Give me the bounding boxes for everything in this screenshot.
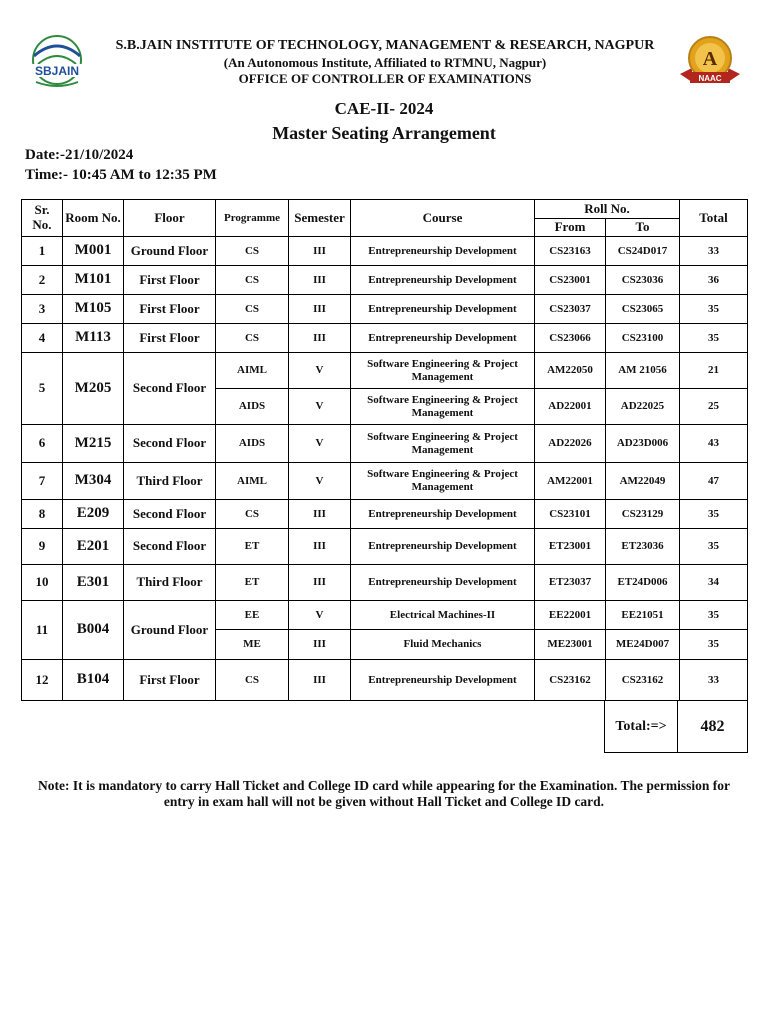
cell-room: B104 — [63, 660, 124, 701]
cell-sr: 9 — [22, 529, 63, 565]
cell-course: Entrepreneurship Development — [351, 324, 535, 353]
cell-sr: 2 — [22, 266, 63, 295]
cell-sr: 4 — [22, 324, 63, 353]
cell-sr: 3 — [22, 295, 63, 324]
cell-roll-from: ME23001 — [535, 630, 606, 660]
cell-total: 33 — [680, 660, 748, 701]
cell-total: 35 — [680, 500, 748, 529]
cell-room: E209 — [63, 500, 124, 529]
cell-total: 35 — [680, 529, 748, 565]
cell-roll-from: AD22026 — [535, 425, 606, 463]
cell-course: Software Engineering & Project Management — [351, 389, 535, 425]
cell-programme: ET — [216, 565, 289, 601]
grand-total-box — [604, 701, 748, 753]
cell-floor: Second Floor — [124, 425, 216, 463]
cell-room: E301 — [63, 565, 124, 601]
cell-room: M215 — [63, 425, 124, 463]
table-row — [22, 660, 748, 701]
cell-programme: CS — [216, 295, 289, 324]
note-text: Note: It is mandatory to carry Hall Ticket and College ID card while appearing for the Examination. The permission for entry in exam hall will not be given without Hall Ticket and College ID card. — [38, 778, 730, 810]
cell-roll-to: EE21051 — [606, 601, 680, 630]
cell-course: Electrical Machines-II — [351, 601, 535, 630]
cell-course: Entrepreneurship Development — [351, 660, 535, 701]
cell-room: E201 — [63, 529, 124, 565]
cell-room: M101 — [63, 266, 124, 295]
cell-floor: First Floor — [124, 324, 216, 353]
cell-semester: III — [289, 630, 351, 660]
cell-programme: CS — [216, 237, 289, 266]
cell-roll-to: CS23162 — [606, 660, 680, 701]
cell-sr: 6 — [22, 425, 63, 463]
naac-grade: A — [702, 48, 718, 70]
cell-semester: III — [289, 295, 351, 324]
table-row — [22, 353, 748, 389]
cell-roll-from: EE22001 — [535, 601, 606, 630]
cell-floor: Second Floor — [124, 529, 216, 565]
cell-programme: AIML — [216, 353, 289, 389]
cell-semester: III — [289, 237, 351, 266]
sbjain-logo — [26, 34, 88, 92]
cell-room: M304 — [63, 463, 124, 500]
cell-semester: V — [289, 389, 351, 425]
cell-roll-from: ET23001 — [535, 529, 606, 565]
cell-room: M205 — [63, 353, 124, 425]
cell-floor: Second Floor — [124, 353, 216, 425]
cell-roll-from: CS23162 — [535, 660, 606, 701]
table-row — [22, 324, 748, 353]
cell-roll-to: AD22025 — [606, 389, 680, 425]
cell-programme: CS — [216, 500, 289, 529]
cell-sr: 1 — [22, 237, 63, 266]
cell-roll-to: AD23D006 — [606, 425, 680, 463]
cell-roll-to: CS23100 — [606, 324, 680, 353]
cell-course: Software Engineering & Project Management — [351, 353, 535, 389]
cell-roll-to: ET23036 — [606, 529, 680, 565]
cell-roll-from: AM22001 — [535, 463, 606, 500]
table-row — [22, 463, 748, 500]
cell-course: Entrepreneurship Development — [351, 500, 535, 529]
cell-roll-to: CS23065 — [606, 295, 680, 324]
header-semester: Semester — [289, 200, 351, 237]
cell-sr: 7 — [22, 463, 63, 500]
cell-roll-to: ET24D006 — [606, 565, 680, 601]
cell-programme: EE — [216, 601, 289, 630]
cell-roll-from: ET23037 — [535, 565, 606, 601]
cell-roll-from: CS23066 — [535, 324, 606, 353]
header-room-no: Room No. — [63, 200, 124, 237]
cell-roll-to: AM22049 — [606, 463, 680, 500]
cell-room: B004 — [63, 601, 124, 660]
cell-programme: CS — [216, 266, 289, 295]
cell-floor: Third Floor — [124, 565, 216, 601]
header-total: Total — [680, 200, 748, 237]
cell-semester: III — [289, 660, 351, 701]
exam-date: Date:-21/10/2024 — [25, 147, 134, 163]
cell-course: Software Engineering & Project Management — [351, 463, 535, 500]
table-row — [22, 601, 748, 630]
cell-sr: 5 — [22, 353, 63, 425]
cell-sr: 11 — [22, 601, 63, 660]
table-row — [22, 529, 748, 565]
cell-room: M113 — [63, 324, 124, 353]
cell-roll-to: CS24D017 — [606, 237, 680, 266]
cell-sr: 12 — [22, 660, 63, 701]
table-row — [22, 425, 748, 463]
cell-total: 35 — [680, 324, 748, 353]
header-from: From — [535, 219, 606, 237]
page-title: Master Seating Arrangement — [272, 123, 496, 143]
cell-programme: CS — [216, 660, 289, 701]
cell-course: Entrepreneurship Development — [351, 237, 535, 266]
cell-roll-from: CS23001 — [535, 266, 606, 295]
cell-semester: V — [289, 353, 351, 389]
cell-roll-to: CS23036 — [606, 266, 680, 295]
grand-total-label: Total:=> — [605, 701, 678, 752]
header-to: To — [606, 219, 680, 237]
logo-text: SBJAIN — [34, 64, 80, 78]
office-name: OFFICE OF CONTROLLER OF EXAMINATIONS — [238, 71, 532, 86]
cell-sr: 10 — [22, 565, 63, 601]
exam-time: Time:- 10:45 AM to 12:35 PM — [25, 167, 217, 183]
cell-course: Entrepreneurship Development — [351, 295, 535, 324]
cell-roll-from: AM22050 — [535, 353, 606, 389]
cell-course: Entrepreneurship Development — [351, 565, 535, 601]
header-row — [22, 200, 748, 219]
cell-total: 36 — [680, 266, 748, 295]
exam-name: CAE-II- 2024 — [334, 99, 434, 118]
cell-programme: AIDS — [216, 389, 289, 425]
cell-total: 33 — [680, 237, 748, 266]
header-programme: Programme — [216, 200, 289, 237]
cell-floor: Second Floor — [124, 500, 216, 529]
cell-roll-from: CS23163 — [535, 237, 606, 266]
cell-semester: III — [289, 529, 351, 565]
table-row — [22, 500, 748, 529]
cell-roll-from: AD22001 — [535, 389, 606, 425]
cell-total: 35 — [680, 295, 748, 324]
cell-total: 35 — [680, 630, 748, 660]
cell-room: M105 — [63, 295, 124, 324]
cell-total: 47 — [680, 463, 748, 500]
cell-roll-from: CS23101 — [535, 500, 606, 529]
cell-semester: III — [289, 500, 351, 529]
cell-course: Software Engineering & Project Management — [351, 425, 535, 463]
cell-total: 21 — [680, 353, 748, 389]
header-roll-no: Roll No. — [535, 200, 680, 219]
cell-semester: III — [289, 266, 351, 295]
table-row — [22, 295, 748, 324]
cell-room: M001 — [63, 237, 124, 266]
grand-total-value: 482 — [700, 717, 725, 735]
cell-roll-to: ME24D007 — [606, 630, 680, 660]
cell-programme: CS — [216, 324, 289, 353]
cell-semester: V — [289, 425, 351, 463]
cell-programme: ET — [216, 529, 289, 565]
cell-semester: III — [289, 565, 351, 601]
table-row — [22, 565, 748, 601]
cell-floor: First Floor — [124, 660, 216, 701]
cell-course: Fluid Mechanics — [351, 630, 535, 660]
header-sr-no: Sr. No. — [22, 200, 63, 237]
cell-course: Entrepreneurship Development — [351, 266, 535, 295]
cell-floor: Third Floor — [124, 463, 216, 500]
cell-floor: Ground Floor — [124, 601, 216, 660]
cell-programme: AIDS — [216, 425, 289, 463]
naac-badge — [678, 34, 742, 90]
cell-semester: III — [289, 324, 351, 353]
cell-semester: V — [289, 463, 351, 500]
cell-programme: AIML — [216, 463, 289, 500]
cell-course: Entrepreneurship Development — [351, 529, 535, 565]
header-floor: Floor — [124, 200, 216, 237]
cell-roll-to: CS23129 — [606, 500, 680, 529]
seating-table — [21, 199, 748, 701]
cell-total: 43 — [680, 425, 748, 463]
institute-name: S.B.JAIN INSTITUTE OF TECHNOLOGY, MANAGEMENT & RESEARCH, NAGPUR — [115, 38, 655, 53]
cell-total: 34 — [680, 565, 748, 601]
cell-roll-from: CS23037 — [535, 295, 606, 324]
cell-floor: Ground Floor — [124, 237, 216, 266]
cell-floor: First Floor — [124, 266, 216, 295]
header-course: Course — [351, 200, 535, 237]
cell-total: 25 — [680, 389, 748, 425]
table-row — [22, 237, 748, 266]
institute-subtitle: (An Autonomous Institute, Affiliated to RTMNU, Nagpur) — [223, 55, 547, 70]
cell-sr: 8 — [22, 500, 63, 529]
cell-semester: V — [289, 601, 351, 630]
cell-total: 35 — [680, 601, 748, 630]
cell-floor: First Floor — [124, 295, 216, 324]
table-row — [22, 266, 748, 295]
cell-roll-to: AM 21056 — [606, 353, 680, 389]
naac-label: NAAC — [698, 74, 722, 83]
cell-programme: ME — [216, 630, 289, 660]
